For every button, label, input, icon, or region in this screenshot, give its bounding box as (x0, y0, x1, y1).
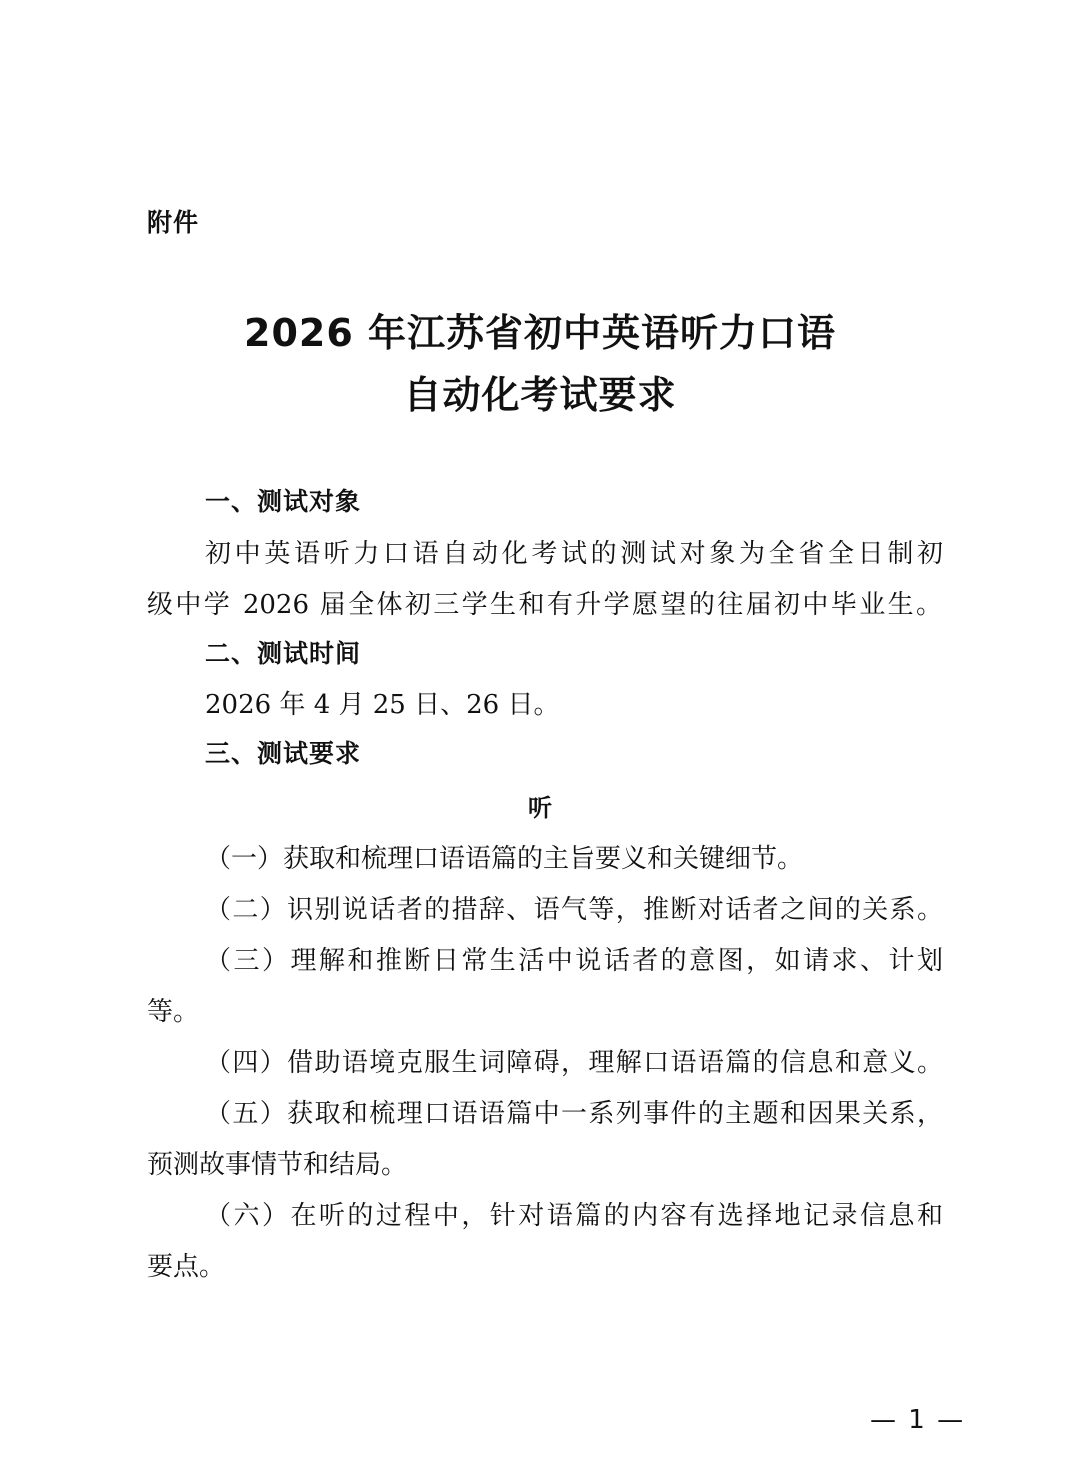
section-1-text-line-1: 初中英语听力口语自动化考试的测试对象为全省全日制初 (205, 539, 943, 569)
requirement-item-1: （一）获取和梳理口语语篇的主旨要义和关键细节。 (205, 844, 804, 874)
requirement-item-5-continued: 预测故事情节和结局。 (147, 1150, 408, 1180)
requirement-item-5: （五）获取和梳理口语语篇中一系列事件的主题和因果关系， (205, 1099, 943, 1129)
section-2-text: 2026 年 4 月 25 日、26 日。 (205, 690, 560, 720)
requirement-item-6: （六）在听的过程中，针对语篇的内容有选择地记录信息和 (205, 1201, 943, 1231)
page-number: — 1 — (870, 1405, 966, 1435)
section-1-paragraph-line-2 (147, 584, 942, 621)
document-title-line-2: 自动化考试要求 (403, 373, 677, 417)
section-2-heading: 二、测试时间 (205, 639, 362, 668)
document-title-line-1: 2026 年江苏省初中英语听力口语 (244, 311, 836, 355)
requirement-item-5-wrap (205, 1093, 943, 1130)
requirement-item-6-wrap (205, 1195, 943, 1232)
section-1-heading: 一、测试对象 (205, 487, 362, 516)
requirement-item-3: （三）理解和推断日常生活中说话者的意图，如请求、计划 (205, 946, 943, 976)
requirement-item-4-wrap (205, 1042, 943, 1079)
listening-subheading: 听 (528, 794, 552, 822)
requirement-item-2: （二）识别说话者的措辞、语气等，推断对话者之间的关系。 (205, 895, 943, 925)
requirement-item-6-continued: 要点。 (147, 1252, 226, 1282)
requirement-item-3-continued: 等。 (147, 997, 200, 1027)
section-1-text-line-2: 级中学 2026 届全体初三学生和有升学愿望的往届初中毕业生。 (147, 590, 942, 620)
section-3-heading: 三、测试要求 (205, 739, 362, 768)
requirement-item-3-wrap (205, 940, 943, 977)
requirement-item-2-wrap (205, 889, 943, 926)
section-1-paragraph-line-1 (205, 533, 943, 570)
requirement-item-4: （四）借助语境克服生词障碍，理解口语语篇的信息和意义。 (205, 1048, 943, 1078)
attachment-label: 附件 (147, 208, 200, 237)
